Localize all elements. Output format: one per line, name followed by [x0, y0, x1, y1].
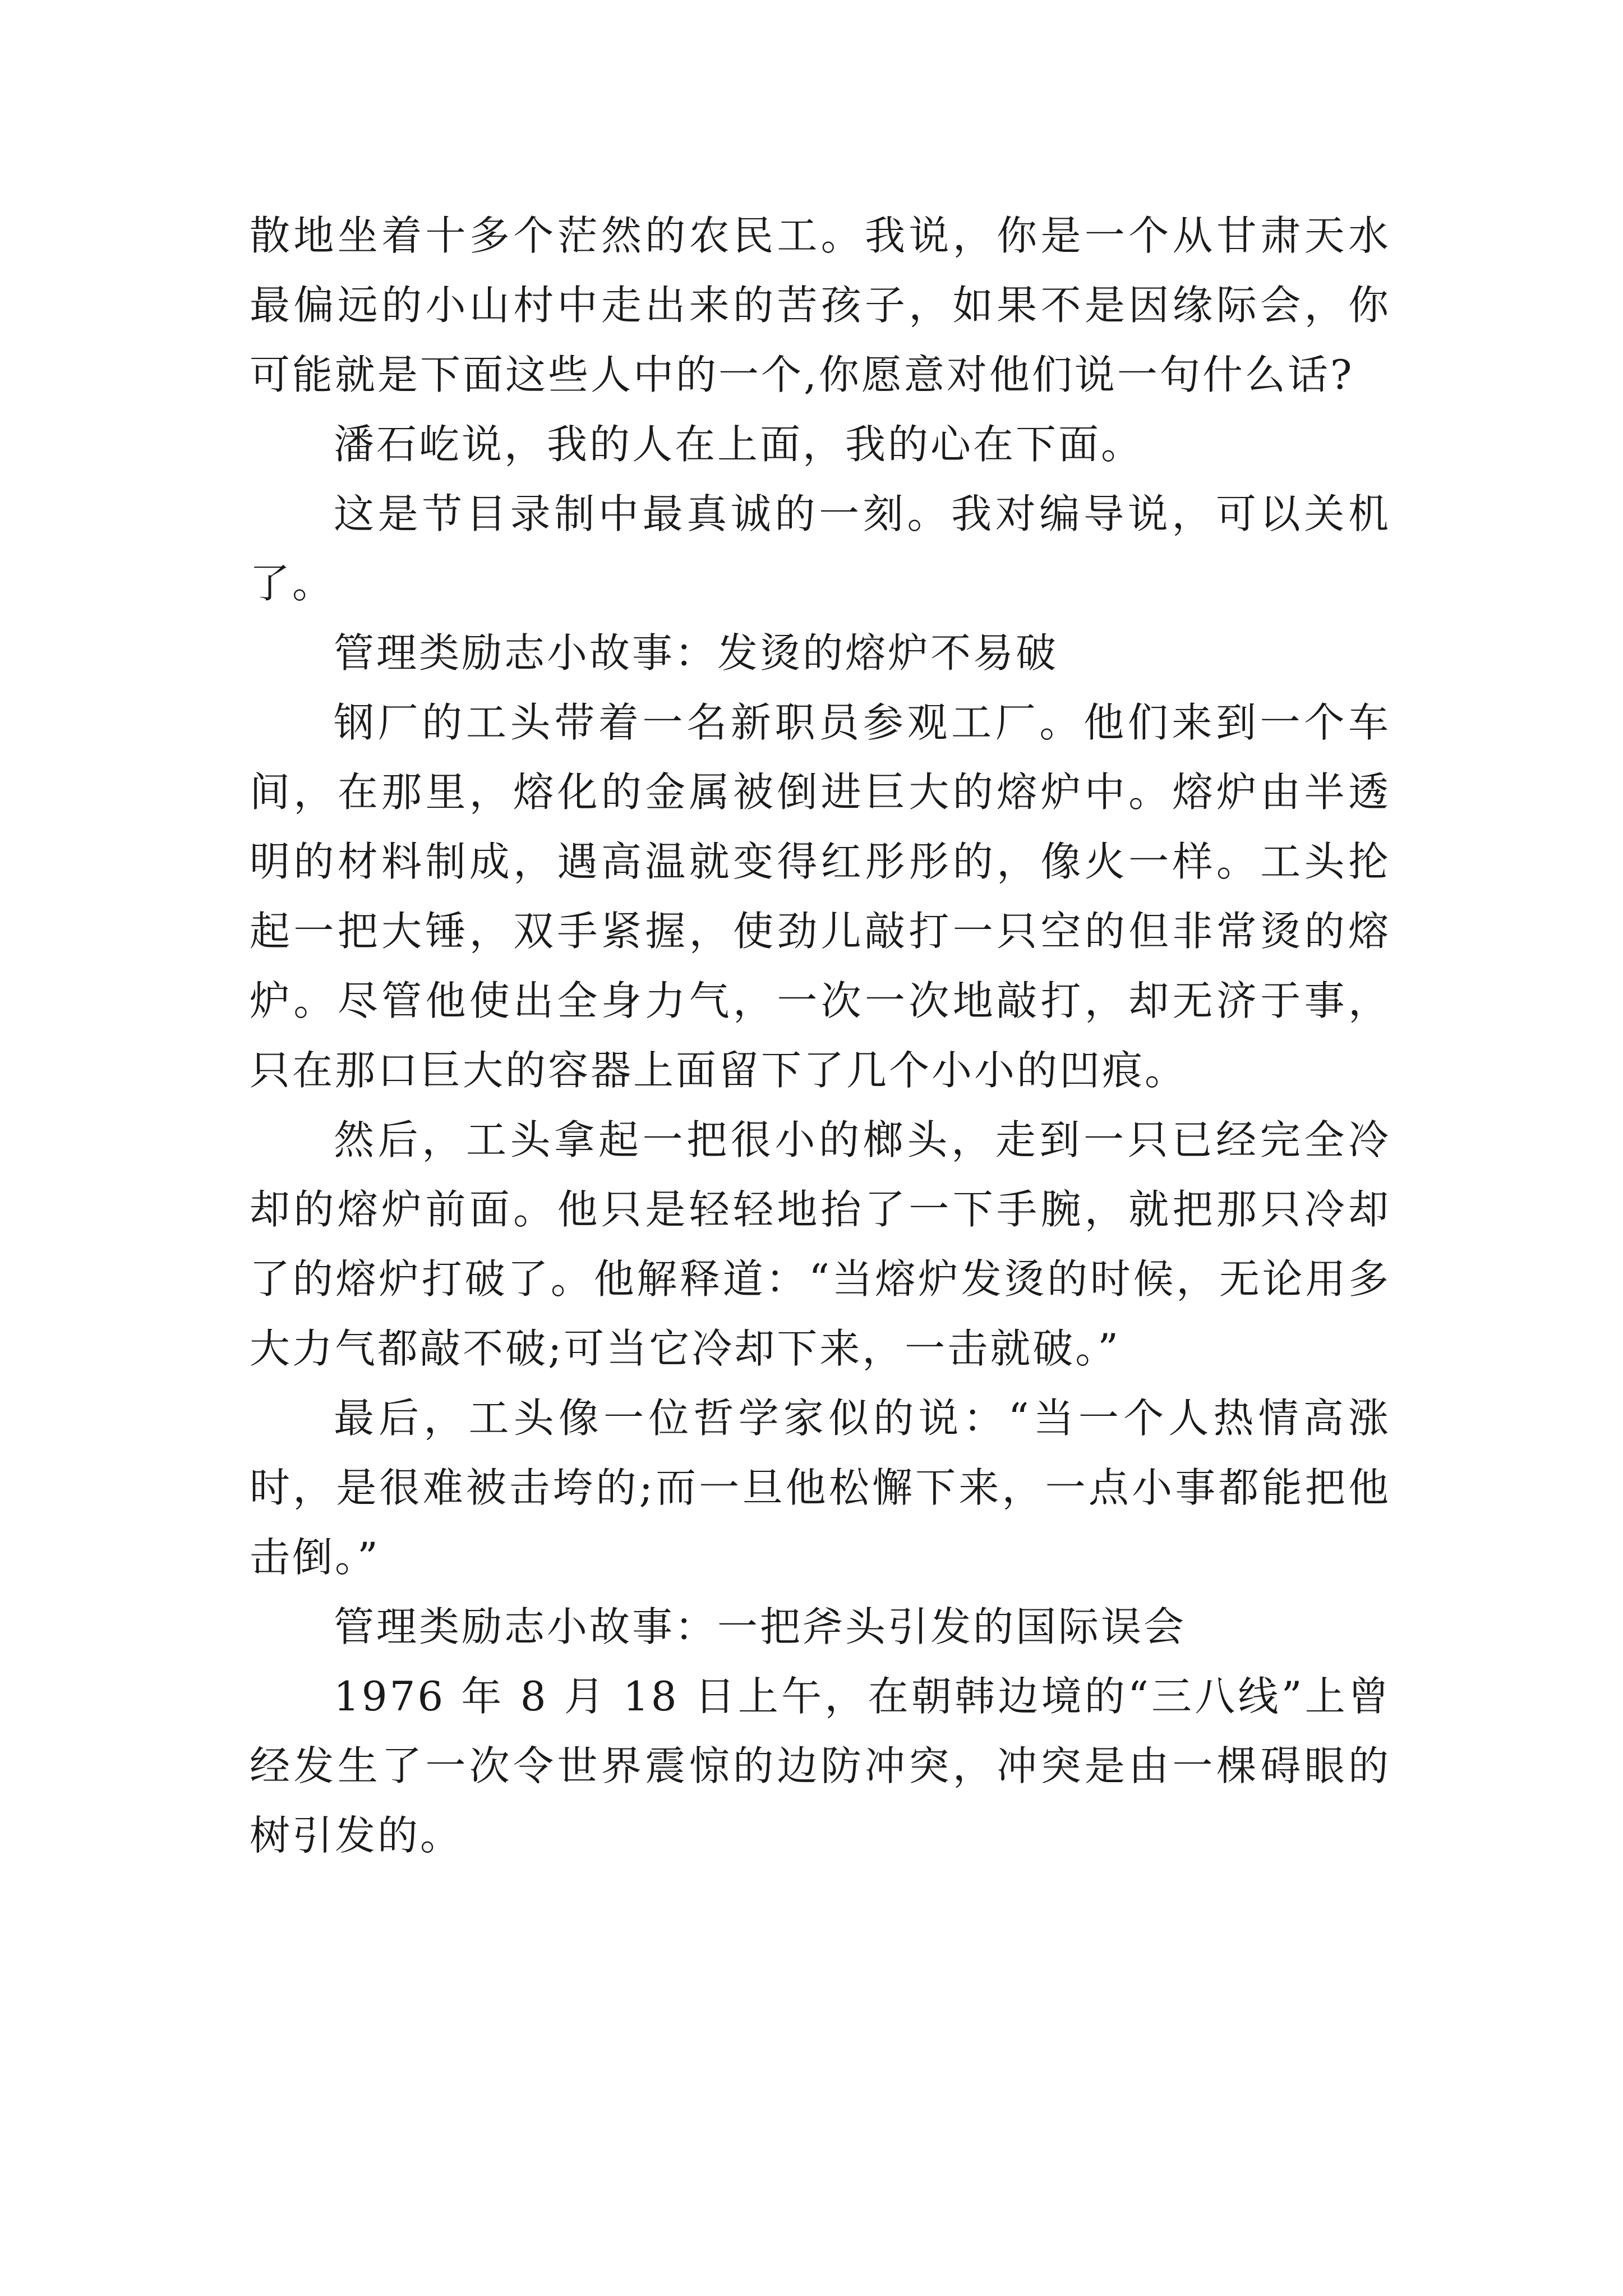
paragraph: 这是节目录制中最真诚的一刻。我对编导说，可以关机了。	[250, 490, 1391, 607]
paragraph: 潘石屹说，我的人在上面，我的心在下面。	[334, 421, 1144, 468]
paragraph: 然后，工头拿起一把很小的榔头，走到一只已经完全冷却的熔炉前面。他只是轻轻地抬了一下手腕，就把那只冷却了的熔炉打破了。他解释道：“当熔炉发烫的时候，无论用多大力气都敲不破;可当它冷却下来，一击就破。”	[250, 1116, 1391, 1372]
paragraph: 钢厂的工头带着一名新职员参观工厂。他们来到一个车间，在那里，熔化的金属被倒进巨大的熔炉中。熔炉由半透明的材料制成，遇高温就变得红彤彤的，像火一样。工头抡起一把大锤，双手紧握，使劲儿敲打一只空的但非常烫的熔炉。尽管他使出全身力气，一次一次地敲打，却无济于事，只在那口巨大的容器上面留下了几个小小的凹痕。	[250, 699, 1391, 1094]
paragraph-continuation: 散地坐着十多个茫然的农民工。我说，你是一个从甘肃天水最偏远的小山村中走出来的苦孩子，如果不是因缘际会，你可能就是下面这些人中的一个,你愿意对他们说一句什么话?	[250, 212, 1391, 398]
paragraph: 1976 年 8 月 18 日上午，在朝韩边境的“三八线”上曾经发生了一次令世界震惊的边防冲突，冲突是由一棵碍眼的树引发的。	[250, 1673, 1391, 1859]
section-heading: 管理类励志小故事：一把斧头引发的国际误会	[334, 1603, 1187, 1650]
paragraph: 最后，工头像一位哲学家似的说：“当一个人热情高涨时，是很难被击垮的;而一旦他松懈下来，一点小事都能把他击倒。”	[250, 1395, 1391, 1581]
article-body	[250, 201, 1391, 1870]
section-heading: 管理类励志小故事：发烫的熔炉不易破	[334, 629, 1059, 677]
